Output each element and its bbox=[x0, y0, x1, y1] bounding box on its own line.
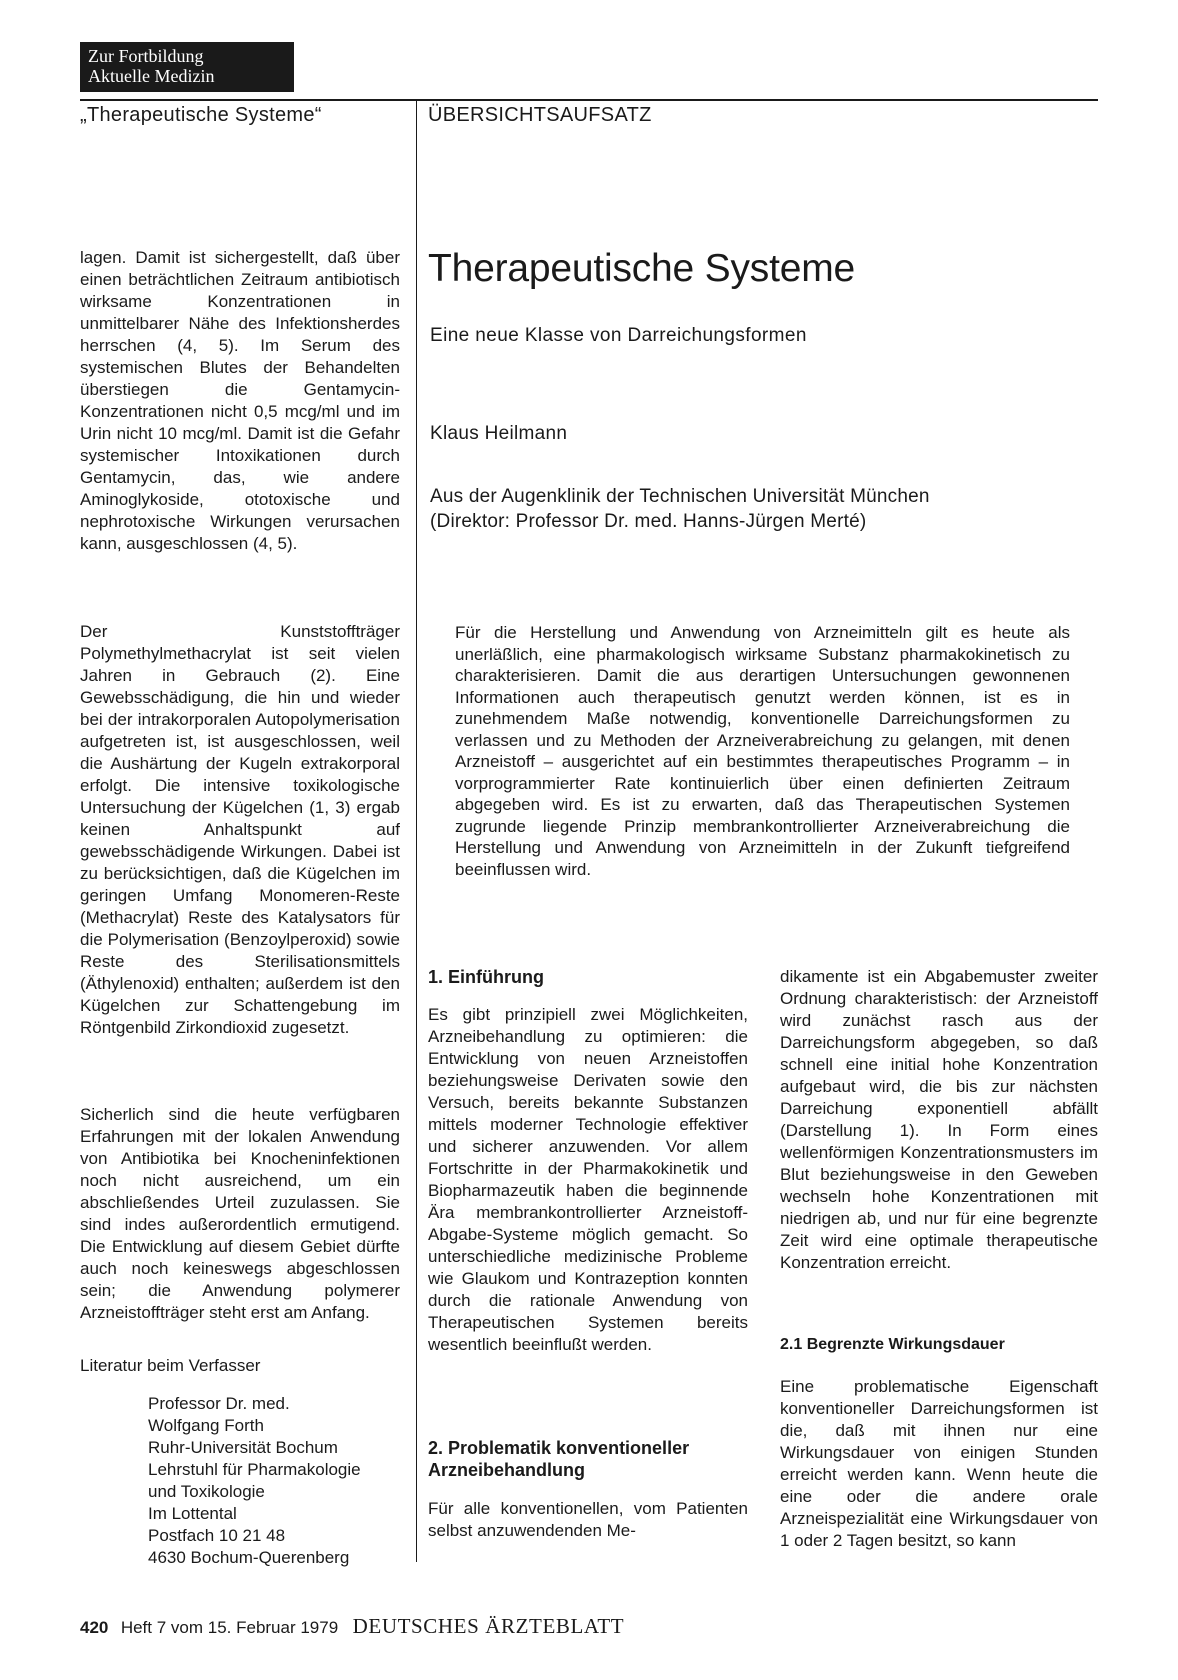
header-rule bbox=[80, 99, 1098, 101]
address-line: Im Lottental bbox=[148, 1504, 237, 1523]
section-heading-2-line-2: Arzneibehandlung bbox=[428, 1460, 585, 1480]
badge-line-1: Zur Fortbildung bbox=[88, 46, 204, 66]
address-line: Professor Dr. med. bbox=[148, 1394, 290, 1413]
address-line: Postfach 10 21 48 bbox=[148, 1526, 286, 1545]
right-paragraph-1: dikamente ist ein Abgabemuster zweiter Ordnung charakteristisch: der Arzneistoff wird zunächst rasch aus der Darreichungsform abgegeben, so daß schnell eine initial hohe Konzentration aufgebaut wird, die bis zur nächsten Darreichung exponentiell abfällt (Darstellung 1). In Form eines wellenförmigen Konzentrationsmusters im Blut beziehungsweise in den Geweben wechseln hohe Konzentrationen mit niedrigen ab, und nur für eine begrenzte Zeit wird eine optimale therapeutische Konzentration erreicht. bbox=[780, 967, 1098, 1272]
affiliation-line-2: (Direktor: Professor Dr. med. Hanns-Jürgen Merté) bbox=[430, 511, 867, 532]
running-head-right: ÜBERSICHTSAUFSATZ bbox=[428, 104, 652, 126]
section-heading-2-1: 2.1 Begrenzte Wirkungsdauer bbox=[780, 1336, 1005, 1353]
address-line: Wolfgang Forth bbox=[148, 1416, 264, 1435]
author-address bbox=[148, 1393, 361, 1569]
left-paragraph-2: Der Kunststoffträger Polymethylmethacrylat ist seit vielen Jahren in Gebrauch (2). Eine Gewebsschädigung, die hin und wieder bei der intrakorporalen Autopolymerisation aufgetreten ist, ist ausgeschlossen, weil die Aushärtung der Kugeln extrakorporal erfolgt. Die intensive toxikologische Untersuchung der Kügelchen (1, 3) ergab keinen Anhaltspunkt auf gewebsschädigende Wirkungen. Dabei ist zu berücksichtigen, daß die Kügelchen im geringen Umfang Monomeren-Reste (Methacrylat) Reste des Katalysators für die Polymerisation (Benzoylperoxid) sowie Reste des Sterilisationsmittels (Äthylenoxid) enthalten; außerdem ist den Kügelchen zur Schattengebung im Röntgenbild Zirkondioxid zugesetzt. bbox=[80, 622, 400, 1037]
column-divider bbox=[416, 101, 417, 1562]
affiliation-line-1: Aus der Augenklinik der Technischen Universität München bbox=[430, 486, 930, 507]
author-affiliation bbox=[430, 484, 930, 534]
issue-info: Heft 7 vom 15. Februar 1979 bbox=[120, 1618, 339, 1637]
badge-line-2: Aktuelle Medizin bbox=[88, 66, 215, 86]
journal-name: DEUTSCHES ÄRZTEBLATT bbox=[352, 1614, 625, 1638]
article-abstract: Für die Herstellung und Anwendung von Arzneimitteln gilt es heute als unerläßlich, eine pharmakologisch wirksame Substanz pharmakokinetisch zu charakterisieren. Damit die aus derartigen Untersuchungen gewonnenen Informationen auch therapeutisch genutzt werden können, ist es in zunehmendem Maße notwendig, konventionelle Darreichungsformen zu verlassen und zu Methoden der Arzneiverabreichung zu gelangen, mit denen Arzneistoff – ausgerichtet auf ein bestimmtes therapeutisches Programm – in vorprogrammierter Rate kontinuierlich über einen definierten Zeitraum abgegeben wird. Es ist zu erwarten, daß das Therapeutischen Systemen zugrunde liegende Prinzip membrankontrollierter Arzneiverabreichung die Herstellung und Anwendung von Arzneimitteln in der Zukunft tiefgreifend beeinflussen wird. bbox=[455, 623, 1070, 879]
literature-note: Literatur beim Verfasser bbox=[80, 1356, 261, 1375]
middle-paragraph-1: Es gibt prinzipiell zwei Möglichkeiten, Arzneibehandlung zu optimieren: die Entwicklung von neuen Arzneistoffen beziehungsweise Derivaten sowie den Versuch, bereits bekannte Substanzen mittels moderner Technologie effektiver und sicherer anzuwenden. Vor allem Fortschritte in der Pharmakokinetik und Biopharmazeutik haben die beginnende Ära membrankontrollierter Arzneistoff-Abgabe-Systeme möglich gemacht. So unterschiedliche medizinische Probleme wie Glaukom und Kontrazeption konnten durch die rationale Anwendung von Therapeutischen Systemen bereits wesentlich beeinflußt werden. bbox=[428, 1005, 748, 1354]
running-head-left: „Therapeutische Systeme“ bbox=[80, 104, 322, 126]
section-heading-1: 1. Einführung bbox=[428, 967, 544, 987]
article-subtitle: Eine neue Klasse von Darreichungsformen bbox=[430, 325, 807, 346]
address-line: Lehrstuhl für Pharmakologie bbox=[148, 1460, 361, 1479]
article-title: Therapeutische Systeme bbox=[428, 247, 855, 290]
middle-paragraph-2: Für alle konventionellen, vom Patienten selbst anzuwendenden Me- bbox=[428, 1499, 748, 1540]
address-line: Ruhr-Universität Bochum bbox=[148, 1438, 338, 1457]
left-paragraph-1: lagen. Damit ist sichergestellt, daß über einen beträchtlichen Zeitraum antibiotisch wirksame Konzentrationen in unmittelbarer Nähe des Infektionsherdes herrschen (4, 5). Im Serum des systemischen Blutes der Behandelten überstiegen die Gentamycin-Konzentrationen nicht 0,5 mcg/ml und im Urin nicht 10 mcg/ml. Damit ist die Gefahr systemischer Intoxikationen durch Gentamycin, das, wie andere Aminoglykoside, ototoxische und nephrotoxische Wirkungen verursachen kann, ausgeschlossen (4, 5). bbox=[80, 248, 400, 553]
right-paragraph-2: Eine problematische Eigenschaft konventioneller Darreichungsformen ist die, daß mit ihnen nur eine Wirkungsdauer von einigen Stunden erreicht werden kann. Wenn heute die eine oder die andere orale Arzneispezialität eine Wirkungsdauer von 1 oder 2 Tagen besitzt, so kann bbox=[780, 1377, 1098, 1550]
article-author: Klaus Heilmann bbox=[430, 423, 568, 444]
section-heading-2 bbox=[428, 1437, 689, 1481]
address-line: 4630 Bochum-Querenberg bbox=[148, 1548, 350, 1567]
page-number: 420 bbox=[80, 1618, 109, 1637]
section-badge bbox=[80, 42, 294, 92]
section-heading-2-line-1: 2. Problematik konventioneller bbox=[428, 1438, 690, 1458]
left-paragraph-3: Sicherlich sind die heute verfügbaren Erfahrungen mit der lokalen Anwendung von Antibiotika bei Knocheninfektionen noch nicht ausreichend, um ein abschließendes Urteil zuzulassen. Sie sind indes außerordentlich ermutigend. Die Entwicklung auf diesem Gebiet dürfte auch noch keineswegs abgeschlossen sein; die Anwendung polymerer Arzneistoffträger steht erst am Anfang. bbox=[80, 1105, 400, 1322]
page-footer bbox=[80, 1614, 624, 1639]
address-line: und Toxikologie bbox=[148, 1482, 265, 1501]
